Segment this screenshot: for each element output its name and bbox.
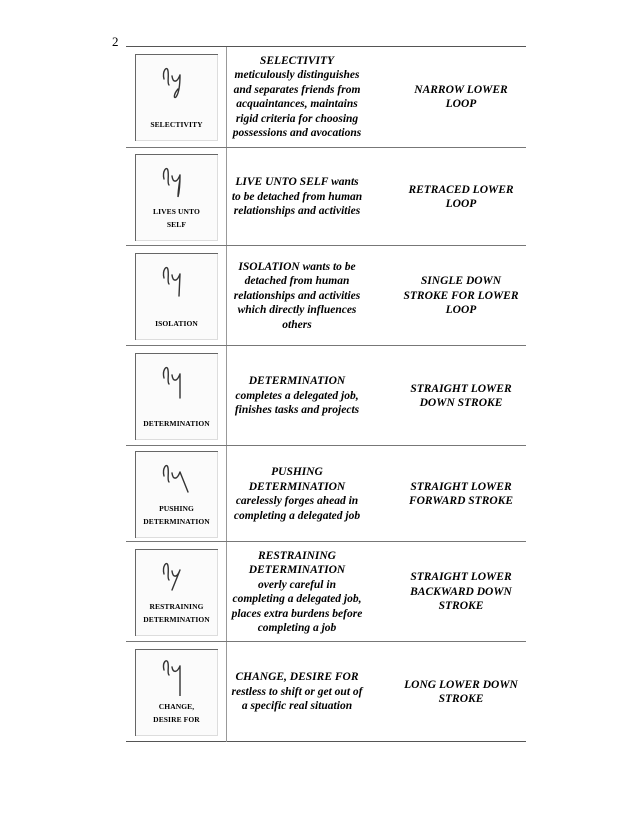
trait-description: overly careful in completing a delegated job, places extra burdens before completing a job xyxy=(231,578,363,634)
trait-cell xyxy=(227,346,367,446)
stroke-cell xyxy=(396,542,526,642)
trait-name: LIVE UNTO SELF xyxy=(235,176,329,189)
specimen-label: LIVES UNTO SELF xyxy=(153,206,200,229)
specimen-cell xyxy=(132,646,220,738)
specimen-label: RESTRAINING DETERMINATION xyxy=(143,601,210,624)
specimen-cell xyxy=(132,350,220,442)
trait-name: ISOLATION xyxy=(238,260,300,273)
stroke-cell xyxy=(396,346,526,446)
stroke-description: STRAIGHT LOWER BACKWARD DOWN STROKE xyxy=(410,571,512,613)
table-row xyxy=(126,541,526,642)
trait-name: PUSHING DETERMINATION xyxy=(248,466,346,493)
specimen-label: PUSHING DETERMINATION xyxy=(143,503,210,526)
stroke-description: SINGLE DOWN STROKE FOR LOWER LOOP xyxy=(403,275,519,317)
table-row xyxy=(126,245,526,346)
specimen-label: CHANGE, DESIRE FOR xyxy=(153,701,200,724)
handwriting-ly-icon xyxy=(158,360,196,400)
stroke-cell xyxy=(396,446,526,542)
trait-description: carelessly forges ahead in completing a delegated job xyxy=(233,495,361,522)
trait-description: completes a delegated job, finishes tasks and projects xyxy=(234,389,360,417)
specimen-label: DETERMINATION xyxy=(143,418,210,428)
table-row xyxy=(126,147,526,246)
trait-cell xyxy=(227,446,367,542)
handwriting-ly-icon xyxy=(158,458,196,498)
stroke-description: LONG LOWER DOWN STROKE xyxy=(404,678,518,705)
trait-name: CHANGE, DESIRE FOR xyxy=(235,671,359,684)
trait-cell xyxy=(227,542,367,642)
specimen-image xyxy=(135,549,218,636)
specimen-image xyxy=(135,154,218,241)
trait-name: SELECTIVITY xyxy=(259,54,335,67)
specimen-label: SELECTIVITY xyxy=(150,119,203,129)
stroke-description: NARROW LOWER LOOP xyxy=(414,83,508,110)
specimen-cell xyxy=(132,450,220,538)
specimen-image xyxy=(135,649,218,736)
table-row xyxy=(126,345,526,446)
stroke-description: STRAIGHT LOWER FORWARD STROKE xyxy=(408,480,514,507)
table-row xyxy=(126,47,526,147)
specimen-image xyxy=(135,353,218,440)
trait-name: DETERMINATION xyxy=(248,375,346,388)
stroke-cell xyxy=(396,47,526,147)
stroke-cell xyxy=(396,148,526,246)
trait-cell xyxy=(227,246,367,346)
table-row xyxy=(126,445,526,542)
specimen-image xyxy=(135,54,218,141)
trait-cell xyxy=(227,642,367,742)
trait-cell xyxy=(227,148,367,246)
handwriting-ly-icon xyxy=(158,61,196,101)
page-number: 2 xyxy=(112,34,119,49)
specimen-label: ISOLATION xyxy=(155,318,198,328)
trait-description: wants to be detached from human relationships and activities which directly influences others xyxy=(233,260,361,331)
trait-name: RESTRAINING DETERMINATION xyxy=(248,549,346,576)
handwriting-ly-icon xyxy=(158,656,196,696)
stroke-description: STRAIGHT LOWER DOWN STROKE xyxy=(410,382,512,409)
stroke-cell xyxy=(396,246,526,346)
trait-cell xyxy=(227,47,367,147)
trait-description: meticulously distinguishes and separates friends from acquaintances, maintains rigid criteria for choosing possessions and avocations xyxy=(232,69,362,139)
trait-description: restless to shift or get out of a specific real situation xyxy=(231,685,363,713)
handwriting-ly-icon xyxy=(158,260,196,300)
trait-description: wants to be detached from human relationships and activities xyxy=(231,176,363,218)
specimen-image xyxy=(135,451,218,538)
stroke-cell xyxy=(396,642,526,742)
specimen-cell xyxy=(132,51,220,143)
specimen-cell xyxy=(132,250,220,342)
handwriting-traits-table xyxy=(126,46,526,742)
stroke-description: RETRACED LOWER LOOP xyxy=(408,183,514,210)
specimen-image xyxy=(135,253,218,340)
handwriting-ly-icon xyxy=(158,556,196,596)
table-row xyxy=(126,641,526,742)
specimen-cell xyxy=(132,546,220,638)
specimen-cell xyxy=(132,152,220,242)
handwriting-ly-icon xyxy=(158,161,196,201)
